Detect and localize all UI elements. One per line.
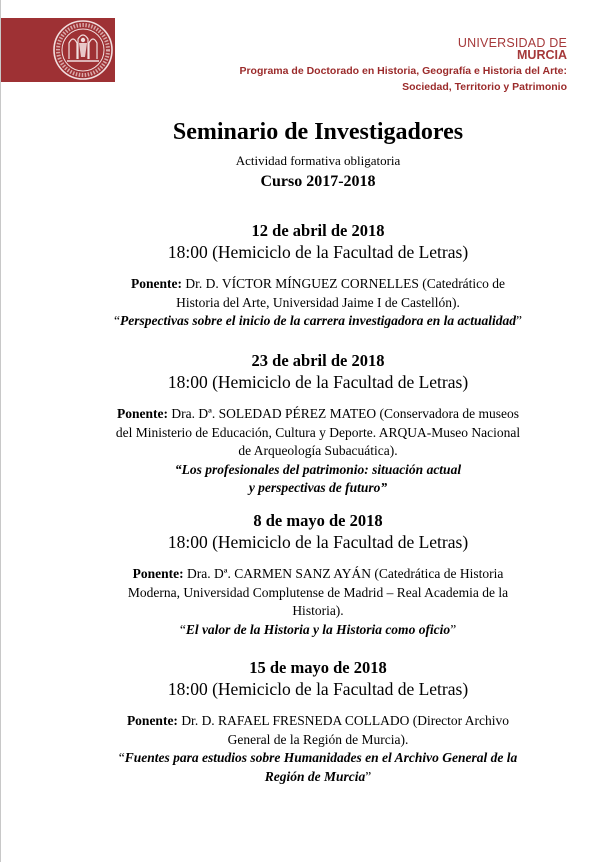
university-logo — [1, 18, 115, 82]
session-talk-title: “Perspectivas sobre el inicio de la carrera investigadora en la actualidad” — [114, 313, 522, 328]
session-2 — [0, 350, 611, 498]
session-time-place: 18:00 (Hemiciclo de la Facultad de Letras) — [167, 242, 469, 262]
session-1 — [0, 220, 611, 331]
session-3 — [0, 510, 611, 639]
session-time-place: 18:00 (Hemiciclo de la Facultad de Letras) — [167, 532, 469, 552]
session-4 — [0, 657, 611, 786]
session-speaker — [0, 275, 611, 312]
speaker-line: Historia). — [292, 603, 344, 618]
speaker-line: Historia del Arte, Universidad Jaime I de Castellón). — [176, 294, 460, 310]
session-date: 8 de mayo de 2018 — [253, 511, 383, 530]
ponente-label: Ponente: — [130, 276, 182, 291]
speaker-line: Moderna, Universidad Complutense de Madrid – Real Academia de la — [127, 584, 509, 600]
session-talk-title: “El valor de la Historia y la Historia como oficio” — [179, 621, 457, 637]
session-speaker — [0, 405, 611, 461]
speaker-line: Dr. D. VÍCTOR MÍNGUEZ CORNELLES (Catedrático de — [181, 276, 506, 291]
university-name-line2: MURCIA — [517, 48, 567, 62]
speaker-line: Dra. Dª. CARMEN SANZ AYÁN (Catedrática de Historia — [183, 566, 504, 581]
session-date: 15 de mayo de 2018 — [249, 658, 387, 677]
program-line2: Sociedad, Territorio y Patrimonio — [402, 81, 567, 93]
university-name-line1: UNIVERSIDAD DE — [457, 36, 567, 50]
page-subtitle: Actividad formativa obligatoria — [235, 153, 401, 168]
page-title: Seminario de Investigadores — [172, 119, 464, 145]
session-date: 12 de abril de 2018 — [251, 221, 385, 240]
session-talk-title: “Fuentes para estudios sobre Humanidades en el Archivo General de la Región de Murcia” — [118, 750, 518, 784]
session-speaker — [0, 712, 611, 749]
session-time-place: 18:00 (Hemiciclo de la Facultad de Letras) — [167, 372, 469, 392]
program-line1: Programa de Doctorado en Historia, Geografía e Historia del Arte: — [239, 65, 567, 77]
speaker-line: General de la Región de Murcia). — [227, 731, 409, 747]
ponente-label: Ponente: — [117, 406, 169, 421]
session-talk-title: “Los profesionales del patrimonio: situación actual y perspectivas de futuro” — [174, 461, 462, 495]
university-name — [458, 37, 567, 61]
session-time-place: 18:00 (Hemiciclo de la Facultad de Letras) — [167, 679, 469, 699]
program-name — [239, 63, 567, 95]
speaker-line: Dra. Dª. SOLEDAD PÉREZ MATEO (Conservadora de museos — [168, 406, 519, 421]
speaker-line: del Ministerio de Educación, Cultura y Deporte. ARQUA-Museo Nacional — [115, 424, 521, 440]
session-date: 23 de abril de 2018 — [251, 351, 385, 370]
speaker-line: Dr. D. RAFAEL FRESNEDA COLLADO (Director Archivo — [177, 713, 510, 728]
ponente-label: Ponente: — [126, 713, 178, 728]
ponente-label: Ponente: — [132, 566, 184, 581]
speaker-line: de Arqueología Subacuática). — [238, 443, 398, 458]
session-speaker — [0, 565, 611, 621]
course-label: Curso 2017-2018 — [260, 173, 376, 190]
university-seal-icon — [51, 19, 115, 81]
